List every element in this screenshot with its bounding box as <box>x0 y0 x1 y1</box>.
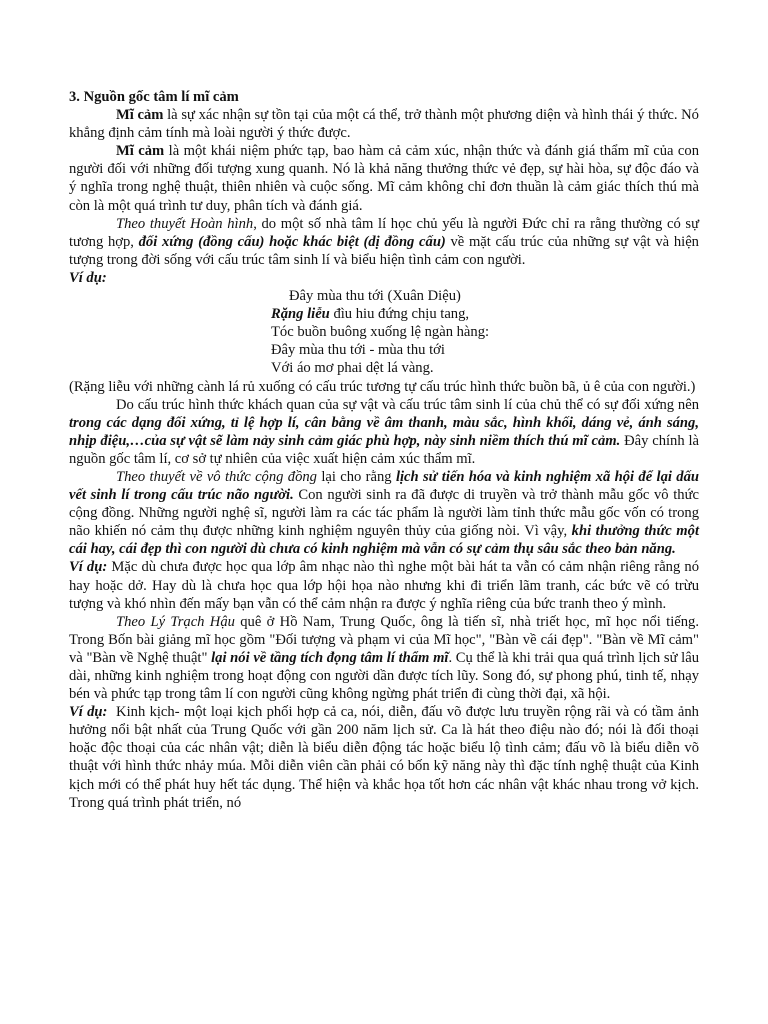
emphasis-text: lại nói về tầng tích đọng tâm lí thẩm mĩ <box>211 649 449 666</box>
example-paragraph <box>69 558 699 612</box>
theory-name: Theo thuyết Hoàn hình <box>116 215 254 232</box>
paragraph-hoan-hinh <box>69 215 699 269</box>
example-text: Kinh kịch- một loại kịch phối hợp cả ca, nói, diễn, đấu võ được lưu truyền rộng rãi và có tầm ảnh hưởng nổi bật nhất của Trung Quốc với gần 200 năm lịch sử. Ca là hát theo điệu nào đó; nói là đối thoại hoặc độc thoại của các nhân vật; diễn là biểu diễn động tác hoặc biểu lộ tình cảm; đấu võ là biểu diễn võ thuật với hình thức nhảy múa. Mỗi diễn viên cần phải có bốn kỹ năng này thì đặc tính nghệ thuật của Kinh kịch mới có thể phát huy hết tác dụng. Thể hiện và khắc họa tốt hơn các nhân vật khác nhau trong vở kịch. Trong quá trình phát triển, nó <box>69 704 703 811</box>
example-label: Ví dụ: <box>69 559 108 576</box>
poem-note: (Rặng liễu với những cành lá rủ xuống có cấu trúc tương tự cấu trúc hình thức buồn bã, ủ ê của con người.) <box>69 378 696 395</box>
paragraph-text: Do cấu trúc hình thức khách quan của sự vật và cấu trúc tâm sinh lí của chủ thể có sự đối xứng nên <box>116 396 699 413</box>
paragraph-definition-1 <box>69 106 699 142</box>
paragraph-text: Đây chính là nguồn gốc tâm lí, cơ sở tự nhiên của việc xuất hiện cảm xúc thẩm mĩ. <box>69 432 700 467</box>
example-text: Mặc dù chưa được học qua lớp âm nhạc nào thì nghe một bài hát ta vẫn có cảm nhận riêng rằng nó hay hoặc dở. Hay dù là chưa học qua lớp hội họa nào nhưng khi đi triển lãm tranh, các bức vẽ có trừu tượng và khó nhìn đến mấy bạn vẫn có thể cảm nhận ra được ý nghĩa riêng của bức tranh theo ý mình. <box>69 559 700 612</box>
example-label: Ví dụ: <box>69 704 108 721</box>
emphasis-text: lịch sử tiến hóa và kinh nghiệm xã hội để lại dấu vết sinh lí trong cấu trúc não người. <box>69 468 699 504</box>
poem-line: Đây mùa thu tới - mùa thu tới <box>271 342 445 359</box>
paragraph-ly-trach-hau <box>69 613 699 703</box>
section-heading: 3. Nguồn gốc tâm lí mĩ cảm <box>69 89 239 105</box>
poem-line <box>271 305 699 323</box>
paragraph-text: là sự xác nhận sự tồn tại của một cá thể, trở thành một phương diện và hình thái ý thức. Nó khẳng định cảm tính mà loài người ý thức được. <box>69 107 699 142</box>
paragraph-collective-unconscious <box>69 468 699 558</box>
theory-name: Theo thuyết về vô thức cộng đồng <box>116 468 317 485</box>
paragraph-text: quê ở Hồ Nam, Trung Quốc, ông là tiến sĩ, nhà triết học, mĩ học nổi tiếng. Trong Bốn bài giảng mĩ học gồm "Đối tượng và phạm vi của Mĩ học", "Bàn về cái đẹp". "Bàn về Mĩ cảm" và "Bàn về Nghệ thuật" <box>69 613 699 666</box>
paragraph-text: Con người sinh ra đã được di truyền và trở thành mẫu gốc vô thức cộng đồng. Những người nghệ sĩ, người làm ra các tác phẩm là người làm tỉnh thức mẫu gốc vốn có trong não khiến nó cảm thụ được những kinh nghiệm nguyên thủy của giống nòi. Vì vậy, <box>69 487 699 540</box>
paragraph-symmetry <box>69 396 699 468</box>
poem-line: Với áo mơ phai dệt lá vàng. <box>271 360 434 377</box>
term-mi-cam: Mĩ cảm <box>116 143 165 160</box>
paragraph-definition-2 <box>69 142 699 214</box>
paragraph-text: , do một số nhà tâm lí học chủ yếu là người Đức chỉ ra rằng thường có sự tương hợp, <box>69 215 700 250</box>
paragraph-text: về mặt cấu trúc của những sự vật và hiện tượng trong đời sống với cấu trúc tâm sinh lí và biểu hiện tình cảm con người. <box>69 233 699 268</box>
example-paragraph <box>69 703 703 812</box>
emphasis-text: khi thưởng thức một cái hay, cái đẹp thì con người dù chưa có kinh nghiệm mà vẫn có sự cảm thụ sâu sắc theo bản năng. <box>69 523 700 558</box>
emphasis-text: trong các dạng đối xứng, tỉ lệ hợp lí, cân bằng về âm thanh, màu sắc, hình khối, dáng vẻ, ánh sáng, nhịp điệu,…của sự vật sẽ làm nảy sinh cảm giác phù hợp, này sinh niềm thích thú mĩ cảm. <box>69 414 699 449</box>
poem-line-text: đìu hiu đứng chịu tang, <box>329 306 470 323</box>
poem-block <box>69 287 699 377</box>
poem-emphasis: Rặng liễu <box>271 306 330 323</box>
paragraph-text: lại cho rằng <box>316 468 396 485</box>
document-page <box>69 88 703 812</box>
term-mi-cam: Mĩ cảm <box>116 107 164 124</box>
emphasis-text: đối xứng (đồng cấu) hoặc khác biệt (dị đồng cấu) <box>138 233 446 250</box>
paragraph-text: là một khái niệm phức tạp, bao hàm cả cảm xúc, nhận thức và đánh giá thẩm mĩ của con người đối với những đối tượng xung quanh. Nó là khả năng thưởng thức vẻ đẹp, sự hài hòa, sự độc đáo và ý nghĩa trong nghệ thuật, thiên nhiên và cuộc sống. Mĩ cảm không chỉ đơn thuần là cảm giác thích thú mà còn là một quá trình tư duy, phân tích và đánh giá. <box>69 143 699 214</box>
paragraph-text: . Cụ thể là khi trải qua quá trình lịch sử lâu dài, những kinh nghiệm trong hoạt động con người dần được tích lũy. Song đó, sự phong phú, tinh tế, nhạy bén và phức tạp trong tâm lí con người cũng không ngừng phát triển đi cùng thời đại, xã hội. <box>69 649 699 703</box>
author-name: Theo Lý Trạch Hậu <box>116 613 235 630</box>
example-label: Ví dụ: <box>69 269 107 286</box>
poem-title: Đây mùa thu tới (Xuân Diệu) <box>289 288 461 305</box>
poem-line: Tóc buồn buông xuống lệ ngàn hàng: <box>271 324 490 341</box>
